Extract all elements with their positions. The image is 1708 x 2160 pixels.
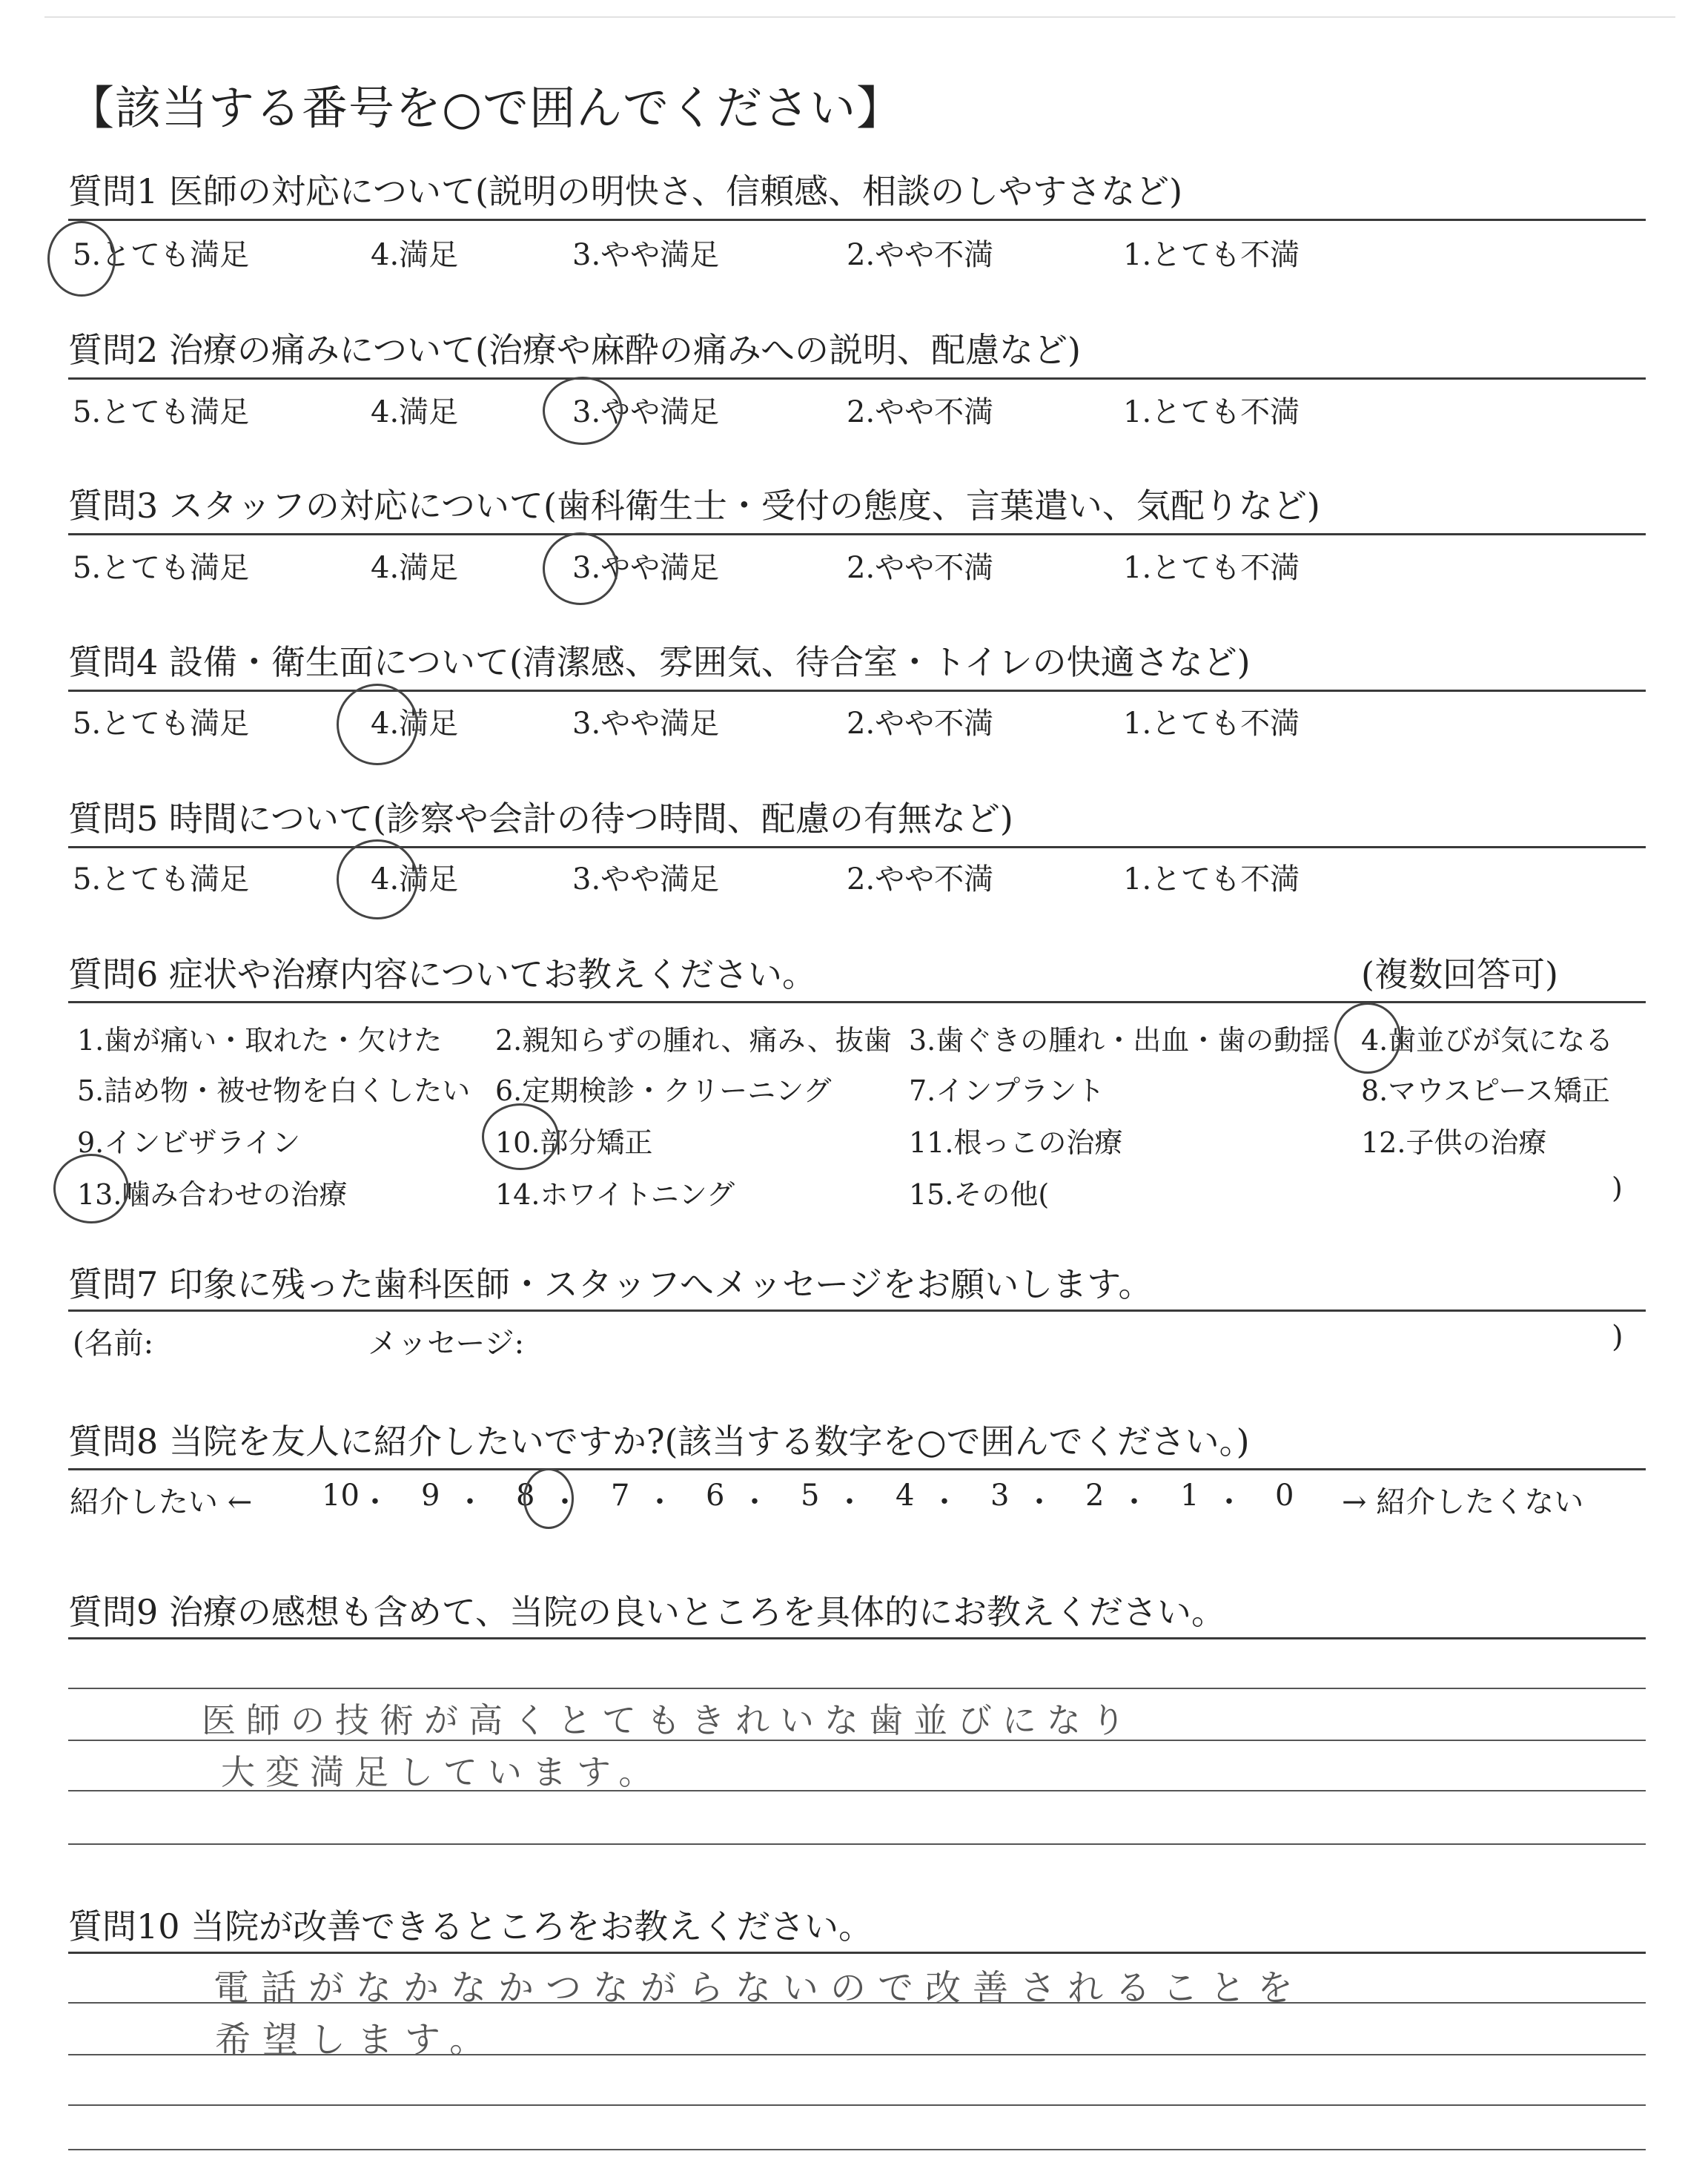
q3-option-3[interactable]: 3.やや満足 xyxy=(572,551,720,585)
q5-option-1[interactable]: 1.とても不満 xyxy=(1123,862,1300,896)
q6-selected-circle-10 xyxy=(482,1103,559,1170)
q8-scale-value-3[interactable]: 3 xyxy=(990,1479,1010,1513)
q7-close-paren: ) xyxy=(1612,1320,1623,1354)
question-3-rule xyxy=(68,533,1646,535)
q6-option-7[interactable]: 7.インプラント xyxy=(909,1074,1105,1107)
question-8-label: 質問8 当院を友人に紹介したいですか?(該当する数字を○で囲んでください。) xyxy=(68,1421,1250,1462)
q8-scale-value-2[interactable]: 2 xyxy=(1085,1479,1105,1513)
question-3-label: 質問3 スタッフの対応について(歯科衛生士・受付の態度、言葉遣い、気配りなど) xyxy=(68,486,1320,526)
q6-option-9[interactable]: 9.インビザライン xyxy=(77,1126,301,1159)
q8-right-label: → 紹介したくない xyxy=(1342,1485,1584,1519)
question-9-label: 質問9 治療の感想も含めて、当院の良いところを具体的にお教えください。 xyxy=(68,1592,1225,1632)
q6-option-11[interactable]: 11.根っこの治療 xyxy=(909,1126,1123,1159)
question-4-rule xyxy=(68,690,1646,692)
q6-option-5[interactable]: 5.詰め物・被せ物を白くしたい xyxy=(77,1074,471,1107)
question-5-label: 質問5 時間について(診察や会計の待つ時間、配慮の有無など) xyxy=(68,799,1013,839)
q6-option-1[interactable]: 1.歯が痛い・取れた・欠けた xyxy=(77,1024,443,1057)
q8-scale-value-6[interactable]: 6 xyxy=(706,1479,725,1513)
q10-handwritten-line-2: 希望します。 xyxy=(215,2019,497,2061)
q1-option-2[interactable]: 2.やや不満 xyxy=(847,238,994,272)
q10-handwritten-line-1: 電話がなかなかつながらないので改善されることを xyxy=(214,1967,1305,2009)
question-1-label: 質問1 医師の対応について(説明の明快さ、信頼感、相談のしやすさなど) xyxy=(68,171,1183,211)
q4-option-4[interactable]: 4.満足 xyxy=(371,707,459,741)
question-10-rule xyxy=(68,1952,1646,1954)
q5-option-2[interactable]: 2.やや不満 xyxy=(847,862,994,896)
question-8-rule xyxy=(68,1468,1646,1470)
q6-option-10[interactable]: 10.部分矯正 xyxy=(495,1126,653,1159)
q8-scale-value-5[interactable]: 5 xyxy=(801,1479,820,1513)
question-7-rule xyxy=(68,1309,1646,1312)
q2-option-5[interactable]: 5.とても満足 xyxy=(73,395,250,429)
q6-option-15-close: ) xyxy=(1612,1172,1623,1204)
q8-scale-value-9[interactable]: 9 xyxy=(421,1479,440,1513)
q6-selected-circle-13 xyxy=(53,1154,129,1223)
q3-option-2[interactable]: 2.やや不満 xyxy=(847,551,994,585)
question-10-label: 質問10 当院が改善できるところをお教えください。 xyxy=(68,1906,873,1946)
q6-option-3[interactable]: 3.歯ぐきの腫れ・出血・歯の動揺 xyxy=(909,1024,1331,1057)
q1-option-3[interactable]: 3.やや満足 xyxy=(572,238,720,272)
q8-scale-separator: ・ xyxy=(360,1485,390,1519)
q6-selected-circle-4 xyxy=(1334,1003,1401,1074)
q2-selected-circle xyxy=(543,377,623,445)
question-7-label: 質問7 印象に残った歯科医師・スタッフへメッセージをお願いします。 xyxy=(68,1264,1153,1304)
q6-option-4[interactable]: 4.歯並びが気になる xyxy=(1361,1024,1614,1057)
q2-option-4[interactable]: 4.満足 xyxy=(371,395,459,429)
q8-scale-value-10[interactable]: 10 xyxy=(322,1479,360,1513)
q8-scale-value-1[interactable]: 1 xyxy=(1180,1479,1199,1513)
q3-option-5[interactable]: 5.とても満足 xyxy=(73,551,250,585)
question-6-label: 質問6 症状や治療内容についてお教えください。 xyxy=(68,954,816,994)
q8-scale-separator: ・ xyxy=(740,1485,769,1519)
page-top-edge xyxy=(44,16,1675,18)
q6-option-12[interactable]: 12.子供の治療 xyxy=(1361,1126,1547,1159)
q8-scale-separator: ・ xyxy=(835,1485,864,1519)
q8-scale-separator: ・ xyxy=(645,1485,675,1519)
q5-option-5[interactable]: 5.とても満足 xyxy=(73,862,250,896)
q8-left-label: 紹介したい ← xyxy=(70,1485,253,1519)
q2-option-3[interactable]: 3.やや満足 xyxy=(572,395,720,429)
q8-scale-separator: ・ xyxy=(550,1485,580,1519)
question-2-rule xyxy=(68,377,1646,380)
q5-option-4[interactable]: 4.満足 xyxy=(371,862,459,896)
q1-option-1[interactable]: 1.とても不満 xyxy=(1123,238,1300,272)
question-6-note: (複数回答可) xyxy=(1361,954,1558,994)
q3-option-1[interactable]: 1.とても不満 xyxy=(1123,551,1300,585)
question-2-label: 質問2 治療の痛みについて(治療や麻酔の痛みへの説明、配慮など) xyxy=(68,330,1081,370)
question-6-rule xyxy=(68,1001,1646,1003)
q9-answer-line-4 xyxy=(68,1843,1646,1845)
q6-option-15[interactable]: 15.その他( xyxy=(909,1178,1050,1211)
q9-handwritten-line-2: 大変満足しています。 xyxy=(221,1752,663,1792)
question-4-label: 質問4 設備・衛生面について(清潔感、雰囲気、待合室・トイレの快適さなど) xyxy=(68,642,1251,682)
q4-selected-circle xyxy=(337,684,418,765)
question-5-rule xyxy=(68,846,1646,848)
q9-answer-line-1 xyxy=(68,1688,1646,1689)
q7-message-label: メッセージ: xyxy=(368,1327,525,1361)
q8-scale-separator: ・ xyxy=(455,1485,485,1519)
q6-option-6[interactable]: 6.定期検診・クリーニング xyxy=(495,1074,832,1107)
q10-answer-line-4 xyxy=(68,2149,1646,2150)
q2-option-1[interactable]: 1.とても不満 xyxy=(1123,395,1300,429)
q1-option-4[interactable]: 4.満足 xyxy=(371,238,459,272)
q8-selected-circle xyxy=(523,1468,574,1529)
q4-option-2[interactable]: 2.やや不満 xyxy=(847,707,994,741)
q6-option-8[interactable]: 8.マウスピース矯正 xyxy=(1361,1074,1610,1107)
q9-handwritten-line-1: 医師の技術が高くとてもきれいな歯並びになり xyxy=(202,1700,1136,1740)
q6-option-13[interactable]: 13.噛み合わせの治療 xyxy=(77,1178,348,1211)
q8-scale-separator: ・ xyxy=(1025,1485,1054,1519)
q4-option-3[interactable]: 3.やや満足 xyxy=(572,707,720,741)
q8-scale-separator: ・ xyxy=(1119,1485,1149,1519)
question-9-rule xyxy=(68,1637,1646,1639)
q5-selected-circle xyxy=(337,839,418,919)
question-1-rule xyxy=(68,219,1646,221)
q8-scale-value-8[interactable]: 8 xyxy=(516,1479,535,1513)
q1-option-5[interactable]: 5.とても満足 xyxy=(73,238,250,272)
q6-option-14[interactable]: 14.ホワイトニング xyxy=(495,1178,735,1211)
q10-answer-line-3 xyxy=(68,2104,1646,2106)
q8-scale-separator: ・ xyxy=(1214,1485,1244,1519)
q1-selected-circle xyxy=(47,221,116,297)
q2-option-2[interactable]: 2.やや不満 xyxy=(847,395,994,429)
q4-option-5[interactable]: 5.とても満足 xyxy=(73,707,250,741)
q8-scale-value-7[interactable]: 7 xyxy=(611,1479,630,1513)
q6-option-2[interactable]: 2.親知らずの腫れ、痛み、抜歯 xyxy=(495,1024,892,1057)
q8-scale-separator: ・ xyxy=(930,1485,959,1519)
q8-scale-value-0[interactable]: 0 xyxy=(1275,1479,1294,1513)
q3-selected-circle xyxy=(543,532,618,605)
q8-scale-value-4[interactable]: 4 xyxy=(896,1479,915,1513)
q3-option-4[interactable]: 4.満足 xyxy=(371,551,459,585)
form-title: 【該当する番号を○で囲んでください】 xyxy=(68,81,904,135)
q7-name-label: (名前: xyxy=(73,1327,154,1361)
q5-option-3[interactable]: 3.やや満足 xyxy=(572,862,720,896)
q4-option-1[interactable]: 1.とても不満 xyxy=(1123,707,1300,741)
